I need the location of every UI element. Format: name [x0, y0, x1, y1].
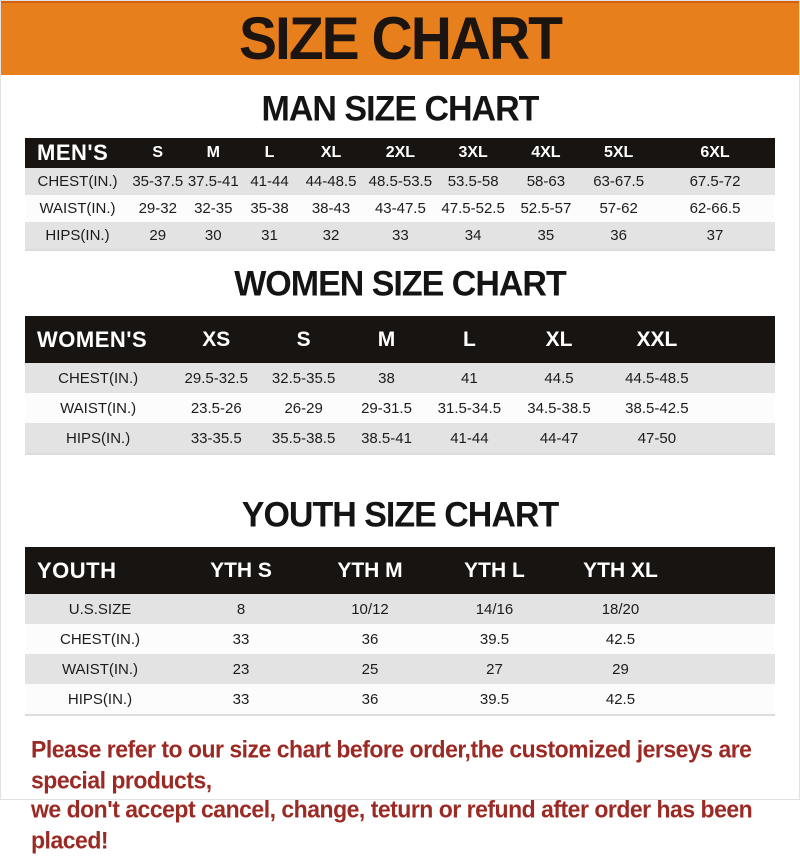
measurement-row: [25, 168, 775, 195]
size-value-cell: 33: [175, 624, 307, 654]
size-value-cell: 36: [307, 624, 433, 654]
table-title-cell: MEN'S: [25, 138, 130, 168]
size-value-cell: 67.5-72: [655, 168, 775, 195]
table-title-cell: WOMEN'S: [25, 316, 171, 363]
size-value-cell: 31: [241, 222, 298, 250]
size-value-cell: 37: [655, 222, 775, 250]
size-value-cell: 43-47.5: [364, 195, 437, 222]
size-value-cell: 38.5-41: [346, 423, 427, 454]
row-label: U.S.SIZE: [25, 594, 175, 624]
spacer-cell: [708, 393, 776, 423]
size-value-cell: 33-35.5: [171, 423, 261, 454]
size-header-row: [25, 138, 775, 168]
spacer-cell: [708, 316, 776, 363]
size-column-header: XL: [512, 316, 607, 363]
size-value-cell: 29-31.5: [346, 393, 427, 423]
size-column-header: XL: [298, 138, 364, 168]
size-value-cell: 35: [510, 222, 583, 250]
size-column-header: 6XL: [655, 138, 775, 168]
row-label: CHEST(IN.): [25, 624, 175, 654]
size-value-cell: 42.5: [556, 684, 685, 715]
row-label: WAIST(IN.): [25, 195, 130, 222]
youth-size-table: [25, 547, 775, 716]
row-label: HIPS(IN.): [25, 222, 130, 250]
size-column-header: L: [427, 316, 512, 363]
size-header-row: [25, 547, 775, 594]
man-size-table: [25, 138, 775, 251]
size-value-cell: 30: [186, 222, 242, 250]
size-value-cell: 39.5: [433, 684, 556, 715]
women-size-table: [25, 316, 775, 455]
size-value-cell: 29-32: [130, 195, 186, 222]
measurement-row: [25, 222, 775, 250]
size-value-cell: 36: [307, 684, 433, 715]
size-value-cell: 52.5-57: [510, 195, 583, 222]
size-value-cell: 47-50: [606, 423, 707, 454]
size-value-cell: 36: [582, 222, 655, 250]
size-value-cell: 18/20: [556, 594, 685, 624]
size-column-header: 3XL: [437, 138, 510, 168]
disclaimer-line-2: we don't accept cancel, change, teturn or refund after order has been placed!: [31, 796, 753, 854]
size-value-cell: 38.5-42.5: [606, 393, 707, 423]
size-header-row: [25, 316, 775, 363]
size-value-cell: 14/16: [433, 594, 556, 624]
measurement-row: [25, 423, 775, 454]
measurement-row: [25, 195, 775, 222]
section-heading-man: MAN SIZE CHART: [261, 89, 539, 129]
size-column-header: 2XL: [364, 138, 437, 168]
size-value-cell: 44.5-48.5: [606, 363, 707, 393]
section-heading-women: WOMEN SIZE CHART: [234, 264, 566, 304]
size-chart-banner: [1, 1, 799, 75]
measurement-row: [25, 363, 775, 393]
size-value-cell: 25: [307, 654, 433, 684]
size-value-cell: 44-47: [512, 423, 607, 454]
size-value-cell: 34: [437, 222, 510, 250]
measurement-row: [25, 654, 775, 684]
size-value-cell: 27: [433, 654, 556, 684]
disclaimer-line-1: Please refer to our size chart before order,the customized jerseys are special products,: [31, 736, 752, 794]
row-label: CHEST(IN.): [25, 168, 130, 195]
size-value-cell: 32: [298, 222, 364, 250]
size-value-cell: 23: [175, 654, 307, 684]
size-value-cell: 42.5: [556, 624, 685, 654]
row-label: HIPS(IN.): [25, 423, 171, 454]
size-value-cell: 29: [130, 222, 186, 250]
size-value-cell: 41: [427, 363, 512, 393]
size-value-cell: 29: [556, 654, 685, 684]
size-value-cell: 58-63: [510, 168, 583, 195]
size-value-cell: 35-38: [241, 195, 298, 222]
size-column-header: YTH XL: [556, 547, 685, 594]
size-value-cell: 10/12: [307, 594, 433, 624]
size-column-header: M: [346, 316, 427, 363]
size-column-header: XXL: [606, 316, 707, 363]
measurement-row: [25, 684, 775, 715]
size-value-cell: 32-35: [186, 195, 242, 222]
section-heading-youth: YOUTH SIZE CHART: [241, 495, 559, 535]
size-column-header: 5XL: [582, 138, 655, 168]
row-label: WAIST(IN.): [25, 393, 171, 423]
size-column-header: S: [130, 138, 186, 168]
size-column-header: M: [186, 138, 242, 168]
size-column-header: YTH L: [433, 547, 556, 594]
size-value-cell: 41-44: [427, 423, 512, 454]
banner-title: SIZE CHART: [239, 4, 561, 73]
size-value-cell: 63-67.5: [582, 168, 655, 195]
size-column-header: S: [261, 316, 346, 363]
spacer-cell: [685, 624, 775, 654]
size-value-cell: 57-62: [582, 195, 655, 222]
size-value-cell: 38: [346, 363, 427, 393]
spacer-cell: [685, 684, 775, 715]
spacer-cell: [708, 423, 776, 454]
size-column-header: XS: [171, 316, 261, 363]
size-value-cell: 37.5-41: [186, 168, 242, 195]
measurement-row: [25, 393, 775, 423]
size-column-header: YTH S: [175, 547, 307, 594]
size-value-cell: 26-29: [261, 393, 346, 423]
size-value-cell: 34.5-38.5: [512, 393, 607, 423]
size-value-cell: 23.5-26: [171, 393, 261, 423]
size-value-cell: 44.5: [512, 363, 607, 393]
measurement-row: [25, 624, 775, 654]
measurement-row: [25, 594, 775, 624]
size-value-cell: 38-43: [298, 195, 364, 222]
row-label: WAIST(IN.): [25, 654, 175, 684]
row-label: HIPS(IN.): [25, 684, 175, 715]
size-value-cell: 41-44: [241, 168, 298, 195]
spacer-cell: [708, 363, 776, 393]
size-value-cell: 53.5-58: [437, 168, 510, 195]
size-column-header: L: [241, 138, 298, 168]
size-value-cell: 35.5-38.5: [261, 423, 346, 454]
size-column-header: YTH M: [307, 547, 433, 594]
size-value-cell: 33: [364, 222, 437, 250]
size-value-cell: 35-37.5: [130, 168, 186, 195]
size-value-cell: 62-66.5: [655, 195, 775, 222]
size-value-cell: 47.5-52.5: [437, 195, 510, 222]
size-column-header: 4XL: [510, 138, 583, 168]
size-value-cell: 44-48.5: [298, 168, 364, 195]
spacer-cell: [685, 594, 775, 624]
spacer-cell: [685, 547, 775, 594]
size-value-cell: 32.5-35.5: [261, 363, 346, 393]
row-label: CHEST(IN.): [25, 363, 171, 393]
size-value-cell: 8: [175, 594, 307, 624]
size-value-cell: 29.5-32.5: [171, 363, 261, 393]
size-value-cell: 48.5-53.5: [364, 168, 437, 195]
size-value-cell: 33: [175, 684, 307, 715]
table-title-cell: YOUTH: [25, 547, 175, 594]
size-value-cell: 39.5: [433, 624, 556, 654]
spacer-cell: [685, 654, 775, 684]
disclaimer-text: [31, 734, 799, 854]
size-value-cell: 31.5-34.5: [427, 393, 512, 423]
